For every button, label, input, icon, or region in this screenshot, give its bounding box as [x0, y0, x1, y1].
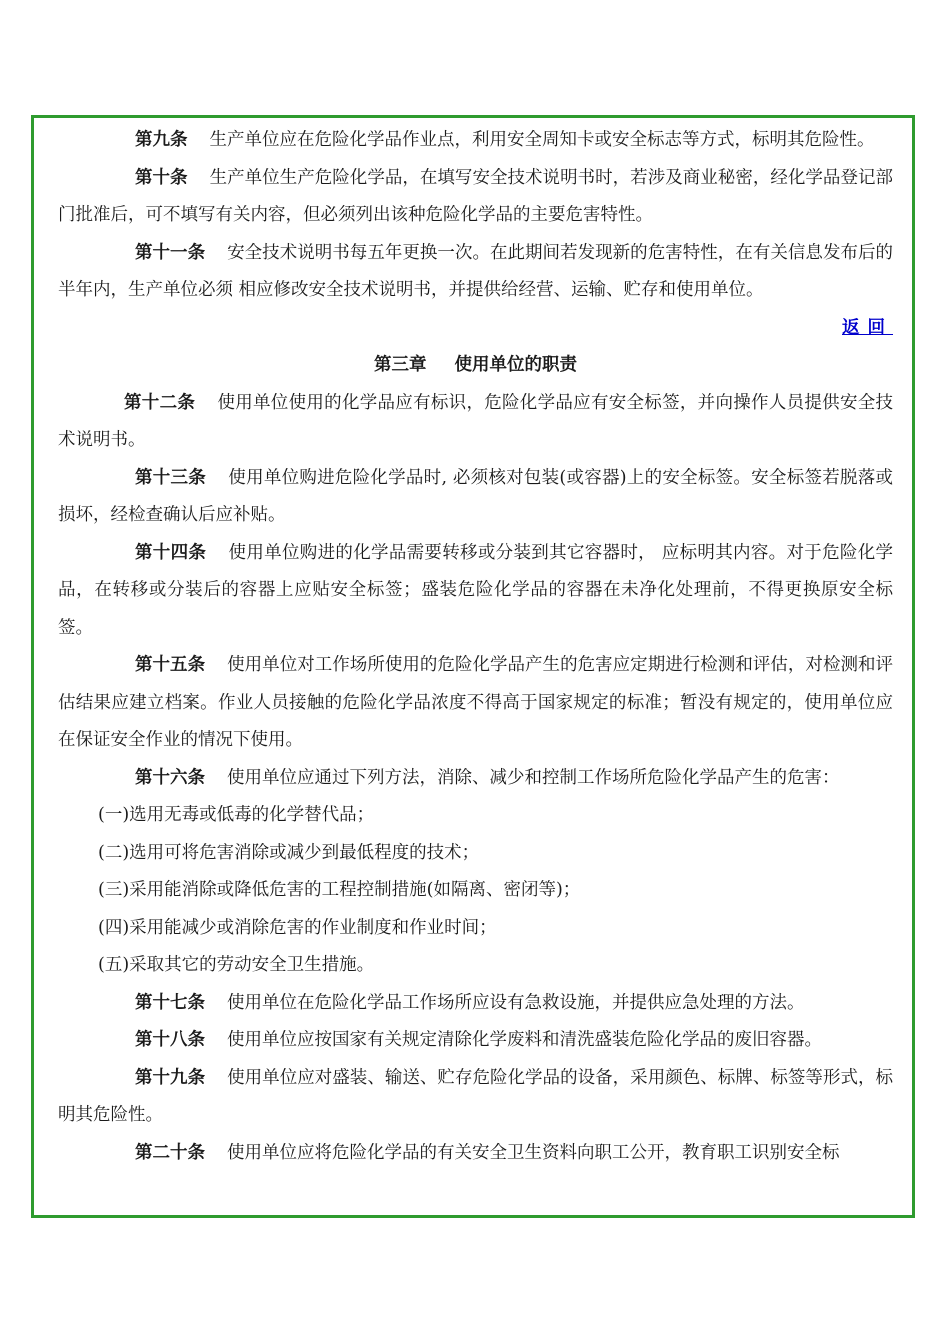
list-item: (三)采用能消除或降低危害的工程控制措施(如隔离、密闭等)； — [98, 880, 581, 900]
article-number: 第十条 — [135, 167, 188, 188]
article-text: 安全技术说明书每五年更换一次。在此期间若发现新的危害特性，在有关信息发布后的半年内，生产单位必须 相应修改安全技术说明书，并提供给经营、运输、贮存和使用单位。 — [58, 242, 894, 300]
article-number: 第十七条 — [135, 992, 205, 1013]
article-text: 使用单位对工作场所使用的危险化学品产生的危害应定期进行检测和评估，对检测和评估结果应建立档案。作业人员接触的危险化学品浓度不得高于国家规定的标准；暂没有规定的，使用单位应在保证安全作业的情况下使用。 — [58, 655, 894, 750]
article-text: 生产单位应在危险化学品作业点，利用安全周知卡或安全标志等方式，标明其危险性。 — [209, 130, 875, 150]
article-number: 第十八条 — [135, 1030, 205, 1050]
article-11 — [58, 235, 893, 310]
article-number: 第二十条 — [135, 1142, 205, 1163]
article-number: 第十一条 — [135, 242, 206, 263]
article-9 — [58, 122, 893, 160]
chapter-title: 使用单位的职责 — [454, 355, 577, 375]
article-text: 使用单位使用的化学品应有标识，危险化学品应有安全标签，并向操作人员提供安全技术说明书。 — [58, 392, 894, 450]
article-number: 第十三条 — [135, 467, 207, 488]
article-text: 使用单位购进危险化学品时, 必须核对包装(或容器)上的安全标签。安全标签若脱落或损坏，经检查确认后应补贴。 — [58, 467, 893, 525]
article-10 — [58, 160, 893, 235]
article-text: 生产单位生产危险化学品，在填写安全技术说明书时，若涉及商业秘密，经化学品登记部门批准后，可不填写有关内容，但必须列出该种危险化学品的主要危害特性。 — [58, 167, 894, 225]
article-text: 使用单位在危险化学品工作场所应设有急救设施，并提供应急处理的方法。 — [227, 992, 805, 1013]
article-20 — [58, 1135, 893, 1173]
chapter-heading — [58, 347, 893, 385]
article-text: 使用单位应按国家有关规定清除化学废料和清洗盛装危险化学品的废旧容器。 — [227, 1030, 822, 1050]
return-row — [58, 310, 893, 348]
article-16 — [58, 760, 893, 798]
article-text: 使用单位应对盛装、输送、贮存危险化学品的设备，采用颜色、标牌、标签等形式，标明其危险性。 — [58, 1067, 894, 1125]
article-number: 第九条 — [135, 130, 188, 150]
article-15 — [58, 647, 893, 760]
article-number: 第十九条 — [135, 1067, 206, 1088]
article-14 — [58, 535, 893, 648]
article-18 — [58, 1022, 893, 1060]
article-number: 第十六条 — [135, 767, 205, 788]
article-number: 第十五条 — [135, 655, 206, 675]
article-text: 使用单位应将危险化学品的有关安全卫生资料向职工公开，教育职工识别安全标 — [227, 1142, 840, 1163]
chapter-number: 第三章 — [374, 355, 427, 375]
list-item: (五)采取其它的劳动安全卫生措施。 — [98, 955, 375, 975]
document-body — [58, 122, 893, 1172]
article-12 — [58, 385, 893, 460]
article-number: 第十二条 — [124, 392, 196, 413]
list-item: (四)采用能减少或消除危害的作业制度和作业时间； — [98, 917, 497, 938]
article-number: 第十四条 — [135, 542, 207, 563]
return-link[interactable]: 返回 — [842, 317, 893, 338]
list-item: (一)选用无毒或低毒的化学替代品； — [98, 805, 375, 825]
article-19 — [58, 1060, 893, 1135]
article-13 — [58, 460, 893, 535]
list-item: (二)选用可将危害消除或减少到最低程度的技术； — [98, 842, 480, 863]
article-text: 使用单位应通过下列方法，消除、减少和控制工作场所危险化学品产生的危害： — [227, 767, 840, 788]
article-text: 使用单位购进的化学品需要转移或分装到其它容器时， 应标明其内容。对于危险化学品，在转移或分装后的容器上应贴安全标签；盛装危险化学品的容器在未净化处理前，不得更换原安全标签。 — [58, 542, 893, 638]
article-17 — [58, 985, 893, 1023]
